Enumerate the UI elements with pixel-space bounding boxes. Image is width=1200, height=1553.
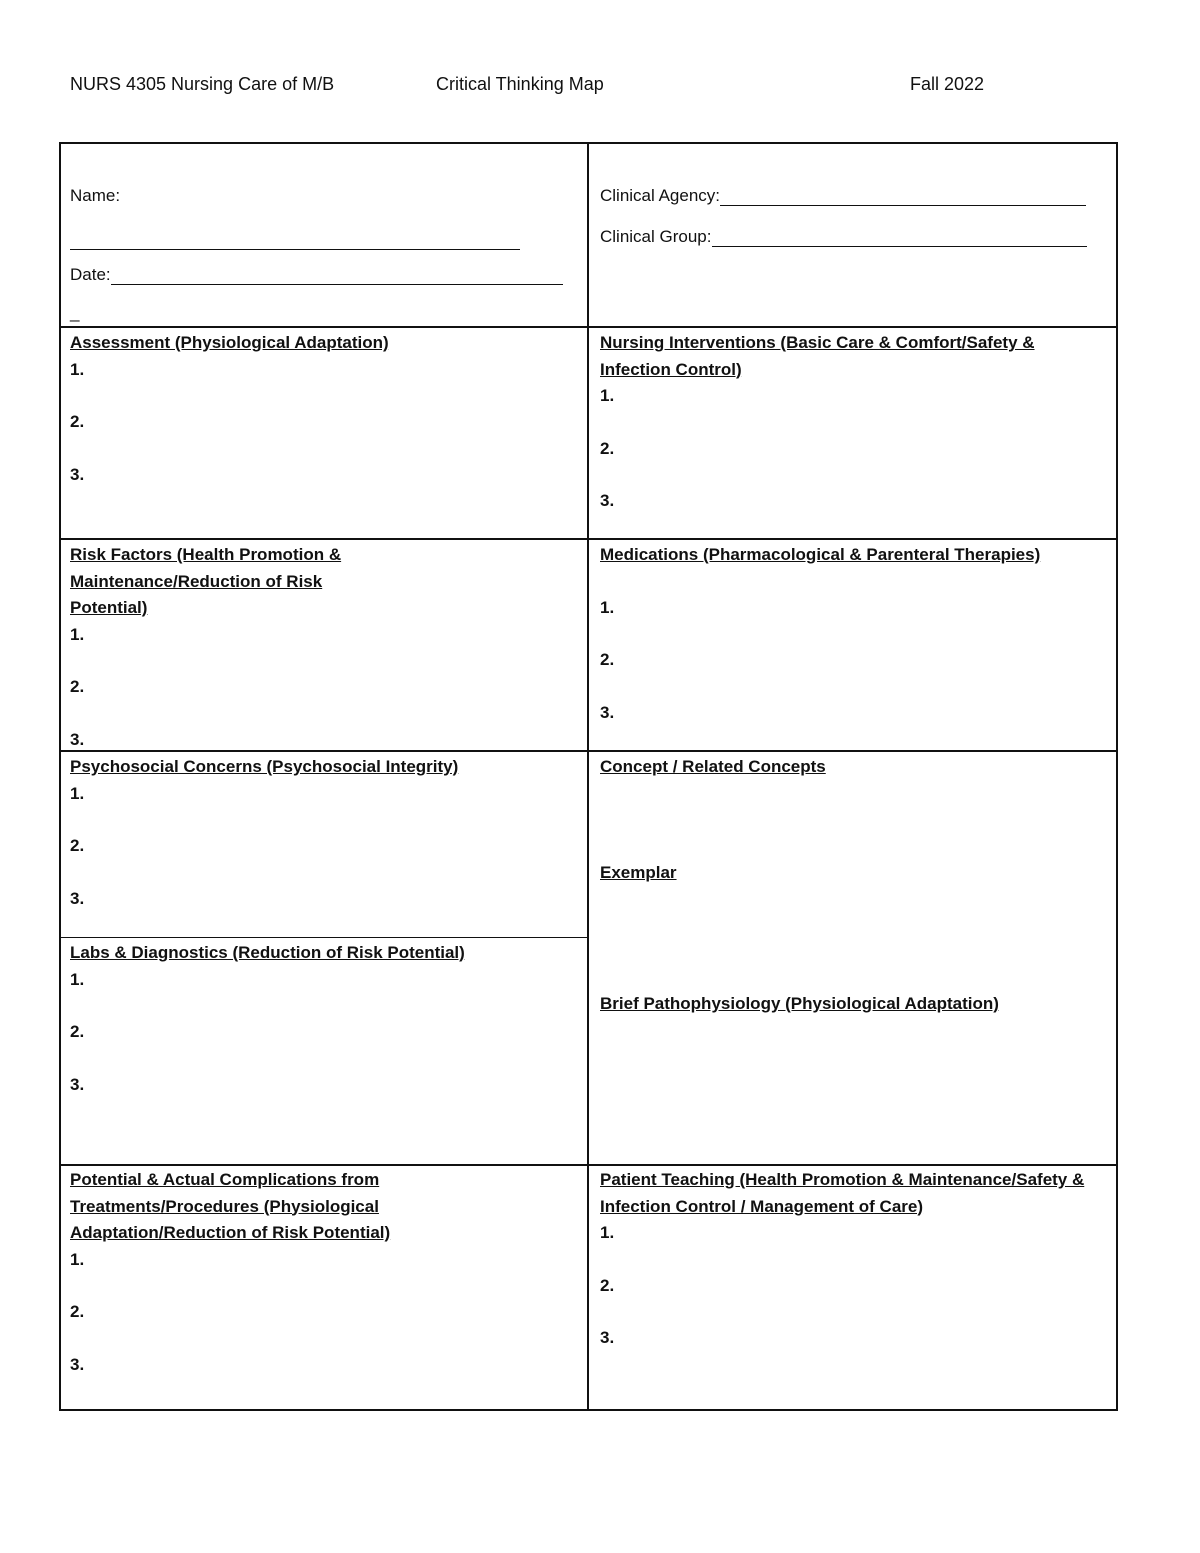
list-item: 2. bbox=[600, 650, 615, 669]
complications-section bbox=[70, 1167, 440, 1378]
row-divider bbox=[59, 538, 1118, 540]
clinical-agency-field[interactable] bbox=[600, 186, 1086, 206]
clinical-agency-label: Clinical Agency: bbox=[600, 186, 721, 205]
assessment-heading: Assessment (Physiological Adaptation) bbox=[70, 333, 389, 352]
list-item: 3. bbox=[70, 464, 85, 484]
list-item: 1. bbox=[70, 1249, 85, 1269]
column-divider bbox=[587, 142, 589, 1411]
patient-teaching-section bbox=[600, 1167, 1105, 1352]
exemplar-section bbox=[600, 860, 1105, 887]
list-item: 1. bbox=[600, 597, 615, 617]
clinical-group-field[interactable] bbox=[600, 227, 1087, 247]
medications-heading: Medications (Pharmacological & Parenteral Therapies) bbox=[600, 545, 1041, 564]
list-item: 2. bbox=[70, 1022, 85, 1041]
list-item: 2. bbox=[70, 836, 85, 855]
list-item: 3. bbox=[600, 491, 615, 510]
list-item: 1. bbox=[70, 359, 85, 379]
term-label: Fall 2022 bbox=[910, 74, 985, 94]
list-item: 3. bbox=[70, 888, 85, 908]
row-divider bbox=[59, 937, 589, 938]
row-divider bbox=[59, 1164, 1118, 1166]
concept-heading: Concept / Related Concepts bbox=[600, 757, 826, 776]
list-item: 3. bbox=[70, 729, 85, 749]
labs-heading: Labs & Diagnostics (Reduction of Risk Potential) bbox=[70, 943, 465, 962]
assessment-section bbox=[70, 330, 575, 488]
date-continuation: _ bbox=[70, 303, 80, 322]
labs-section bbox=[70, 940, 575, 1098]
list-item: 2. bbox=[70, 1302, 85, 1321]
list-item: 1. bbox=[600, 1223, 615, 1242]
psychosocial-heading: Psychosocial Concerns (Psychosocial Integrity) bbox=[70, 757, 459, 776]
nursing-interventions-section bbox=[600, 330, 1100, 515]
list-item: 1. bbox=[70, 969, 85, 989]
list-item: 2. bbox=[600, 438, 615, 458]
pathophysiology-section bbox=[600, 991, 1105, 1018]
course-title: NURS 4305 Nursing Care of M/B bbox=[70, 74, 335, 94]
clinical-group-label: Clinical Group: bbox=[600, 227, 712, 246]
list-item: 1. bbox=[70, 624, 85, 644]
date-field[interactable] bbox=[70, 265, 563, 285]
document-title: Critical Thinking Map bbox=[436, 74, 604, 94]
list-item: 3. bbox=[600, 1328, 615, 1347]
list-item: 2. bbox=[70, 412, 85, 431]
complications-heading: Potential & Actual Complications from Treatments/Procedures (Physiological Adaptation/Reduction of Risk Potential) bbox=[70, 1170, 391, 1242]
exemplar-heading: Exemplar bbox=[600, 863, 677, 882]
list-item: 3. bbox=[70, 1074, 85, 1094]
list-item: 3. bbox=[70, 1354, 85, 1374]
interventions-heading: Nursing Interventions (Basic Care & Comfort/Safety & Infection Control) bbox=[600, 333, 1035, 379]
date-label: Date: bbox=[70, 265, 111, 284]
psychosocial-section bbox=[70, 754, 575, 912]
concept-section bbox=[600, 754, 1105, 781]
medications-section bbox=[600, 542, 1105, 726]
patient-teaching-heading: Patient Teaching (Health Promotion & Maintenance/Safety & Infection Control / Management of Care) bbox=[600, 1170, 1085, 1216]
list-item: 2. bbox=[70, 677, 85, 696]
risk-factors-section bbox=[70, 542, 400, 753]
pathophysiology-heading: Brief Pathophysiology (Physiological Adaptation) bbox=[600, 994, 999, 1013]
list-item: 3. bbox=[600, 702, 615, 722]
list-item: 1. bbox=[70, 783, 85, 803]
row-divider bbox=[59, 326, 1118, 328]
name-label: Name: bbox=[70, 186, 121, 205]
list-item: 1. bbox=[600, 386, 615, 405]
list-item: 2. bbox=[600, 1275, 615, 1295]
risk-factors-heading: Risk Factors (Health Promotion & Maintenance/Reduction of Risk Potential) bbox=[70, 545, 342, 617]
name-field[interactable] bbox=[70, 230, 520, 250]
